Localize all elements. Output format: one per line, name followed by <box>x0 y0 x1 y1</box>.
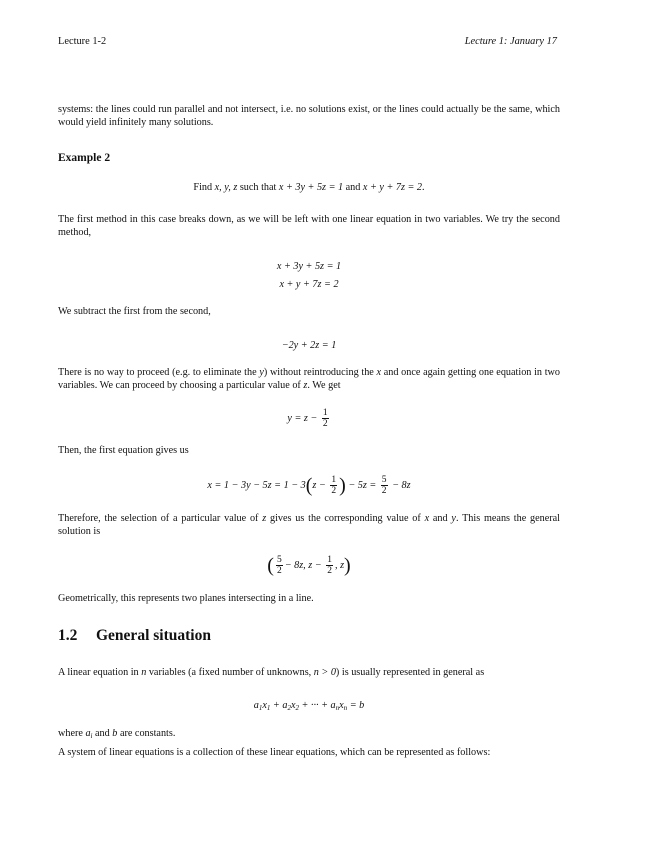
fraction-one-half: $\frac{1}{2}$ <box>322 408 328 429</box>
paragraph-no-way: There is no way to proceed (e.g. to eliminate the y) without reintroducing the x and once again getting one equation in two variables. We can proceed by choosing a particular value of z. We get <box>58 367 560 391</box>
paragraph-system: A system of linear equations is a collection of these linear equations, which can be represented as follows: <box>58 747 491 758</box>
system-equation-1: x + 3y + 5z = 1 <box>276 261 342 272</box>
paragraph-therefore: Therefore, the selection of a particular value of z gives us the corresponding value of x and y. This means the general solution is <box>58 513 561 537</box>
example-heading: Example 2 <box>58 152 111 164</box>
x-equation: x = 1 − 3y − 5z = 1 − 3(z − $\frac{1}{2}$ ) − 5z = $\frac{5}{2}$ − 8z <box>207 474 411 497</box>
general-solution: ( $\frac{5}{2}$ − 8z, z − $\frac{1}{2}$ , z) <box>267 554 351 577</box>
section-title: General situation <box>96 627 211 644</box>
subtracted-equation: −2y + 2z = 1 <box>281 340 337 351</box>
system-equation-2: x + y + 7z = 2 <box>279 279 339 290</box>
section-number: 1.2 <box>58 627 78 644</box>
fraction-five-halves: $\frac{5}{2}$ <box>276 555 282 576</box>
fraction-one-half: $\frac{1}{2}$ <box>327 555 332 576</box>
fraction-one-half: $\frac{1}{2}$ <box>331 475 337 496</box>
running-header-right: Lecture 1: January 17 <box>464 36 557 47</box>
running-header-left: Lecture 1-2 <box>58 36 107 47</box>
paragraph-intro: systems: the lines could run parallel and not intersect, i.e. no solutions exist, or the lines could actually be the same, which would yield infinitely many solutions. <box>58 104 560 128</box>
fraction-five-halves: $\frac{5}{2}$ <box>381 475 387 496</box>
paragraph-first-method: The first method in this case breaks down, as we will be left with one linear equation in two variables. We try the second method, <box>58 214 560 238</box>
y-equation: y = z − $\frac{1}{2}$ <box>287 408 328 429</box>
paragraph-linear-equation: A linear equation in n variables (a fixed number of unknowns, n > 0) is usually represented in general as <box>58 667 485 678</box>
paragraph-then: Then, the first equation gives us <box>58 445 189 456</box>
paragraph-geometric: Geometrically, this represents two planes intersecting in a line. <box>58 593 314 604</box>
general-linear-equation: $a_1x_1 + a_2x_2$ + ··· + $a_nx_n = b$ <box>253 700 365 712</box>
find-statement: Find x, y, z such that x + 3y + 5z = 1 and x + y + 7z = 2. <box>193 182 425 193</box>
paragraph-subtract: We subtract the first from the second, <box>58 306 211 317</box>
section-heading <box>58 629 211 642</box>
paragraph-constants: where $a_i$ and b are constants. <box>58 728 176 740</box>
